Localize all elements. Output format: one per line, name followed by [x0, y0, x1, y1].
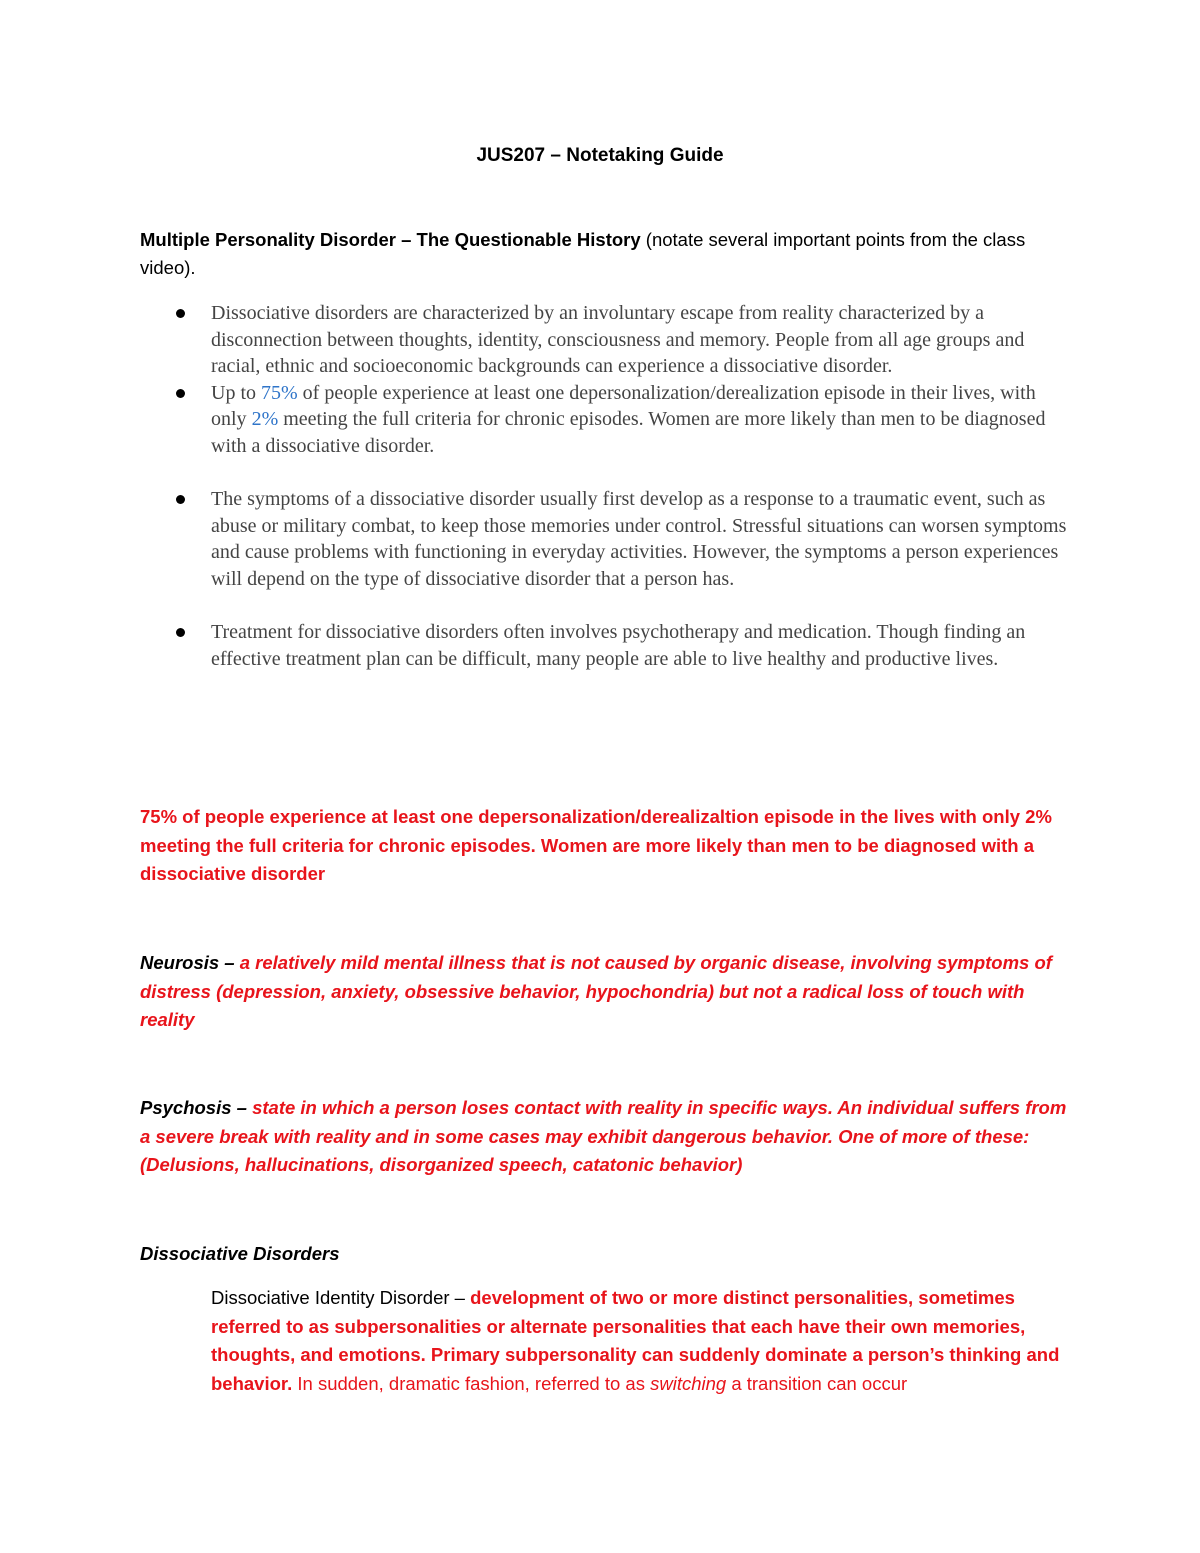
document-title: JUS207 – Notetaking Guide [476, 145, 724, 166]
bullet-text-part: of people experience at least one depersonalization/derealization episode in their lives, with only [211, 381, 1036, 430]
highlight-percent: 75% [261, 381, 298, 404]
section-instruction: (notate several important points from the class video). [140, 229, 1026, 278]
section-heading-mpd [140, 226, 1060, 282]
bullet-icon [176, 628, 185, 637]
list-item [140, 300, 1070, 380]
dissociative-heading: Dissociative Disorders [140, 1243, 340, 1264]
did-term: Dissociative Identity Disorder – [211, 1287, 465, 1308]
bullet-text-part: meeting the full criteria for chronic episodes. Women are more likely than men to be diagnosed with a dissociative disorder. [211, 408, 1046, 457]
list-item [140, 619, 1070, 672]
psychosis-definition [140, 1094, 1070, 1180]
bullet-text: Dissociative disorders are characterized by an involuntary escape from reality characterized by a disconnection between thoughts, identity, consciousness and memory. People from all age groups and racial, ethnic and socioeconomic backgrounds can experience a dissociative disorder. [211, 302, 1025, 377]
highlight-percent: 2% [251, 408, 279, 430]
bullet-icon [176, 495, 185, 504]
psychosis-term: Psychosis – [140, 1097, 247, 1118]
neurosis-term: Neurosis – [140, 952, 235, 973]
list-item [140, 380, 1070, 460]
did-continued: In sudden, dramatic fashion, referred to as [292, 1372, 651, 1394]
bullet-text: Treatment for dissociative disorders often involves psychotherapy and medication. Though finding an effective treatment plan can be difficult, many people are able to live healthy and productive lives. [211, 621, 1026, 670]
section-heading-text: Multiple Personality Disorder – The Questionable History [140, 229, 641, 250]
bullet-text-part: Up to [211, 381, 261, 404]
neurosis-definition [140, 949, 1070, 1035]
did-definition [211, 1284, 1061, 1398]
bullet-list [140, 300, 1070, 672]
psychosis-text: state in which a person loses contact with reality in specific ways. An individual suffers from a severe break with reality and in some cases may exhibit dangerous behavior. One of more of these: (Delusions, hallucinations, disorganized speech, catatonic behavior) [140, 1097, 1067, 1175]
neurosis-text: a relatively mild mental illness that is not caused by organic disease, involving symptoms of distress (depression, anxiety, obsessive behavior, hypochondria) but not a radical loss of touch with reality [140, 952, 1052, 1030]
summary-note: 75% of people experience at least one depersonalization/derealizaltion episode in the lives with only 2% meeting the full criteria for chronic episodes. Women are more likely than men to be diagnosed with a dissociative disorder [140, 806, 1052, 884]
bullet-icon [176, 309, 185, 318]
did-continued-end: a transition can occur [726, 1372, 908, 1394]
bullet-text: The symptoms of a dissociative disorder usually first develop as a response to a traumatic event, such as abuse or military combat, to keep those memories under control. Stressful situations can worsen symptoms and cause problems with functioning in everyday activities. However, the symptoms a person experiences will depend on the type of dissociative disorder that a person has. [211, 488, 1067, 590]
did-text: development of two or more distinct personalities, sometimes referred to as subpersonalities or alternate personalities that each have their own memories, thoughts, and emotions. Primary subpersonality can suddenly dominate a person’s thinking and behavior. [211, 1287, 1060, 1394]
did-switching: switching [650, 1372, 727, 1394]
bullet-icon [176, 389, 185, 398]
list-item [140, 486, 1070, 592]
